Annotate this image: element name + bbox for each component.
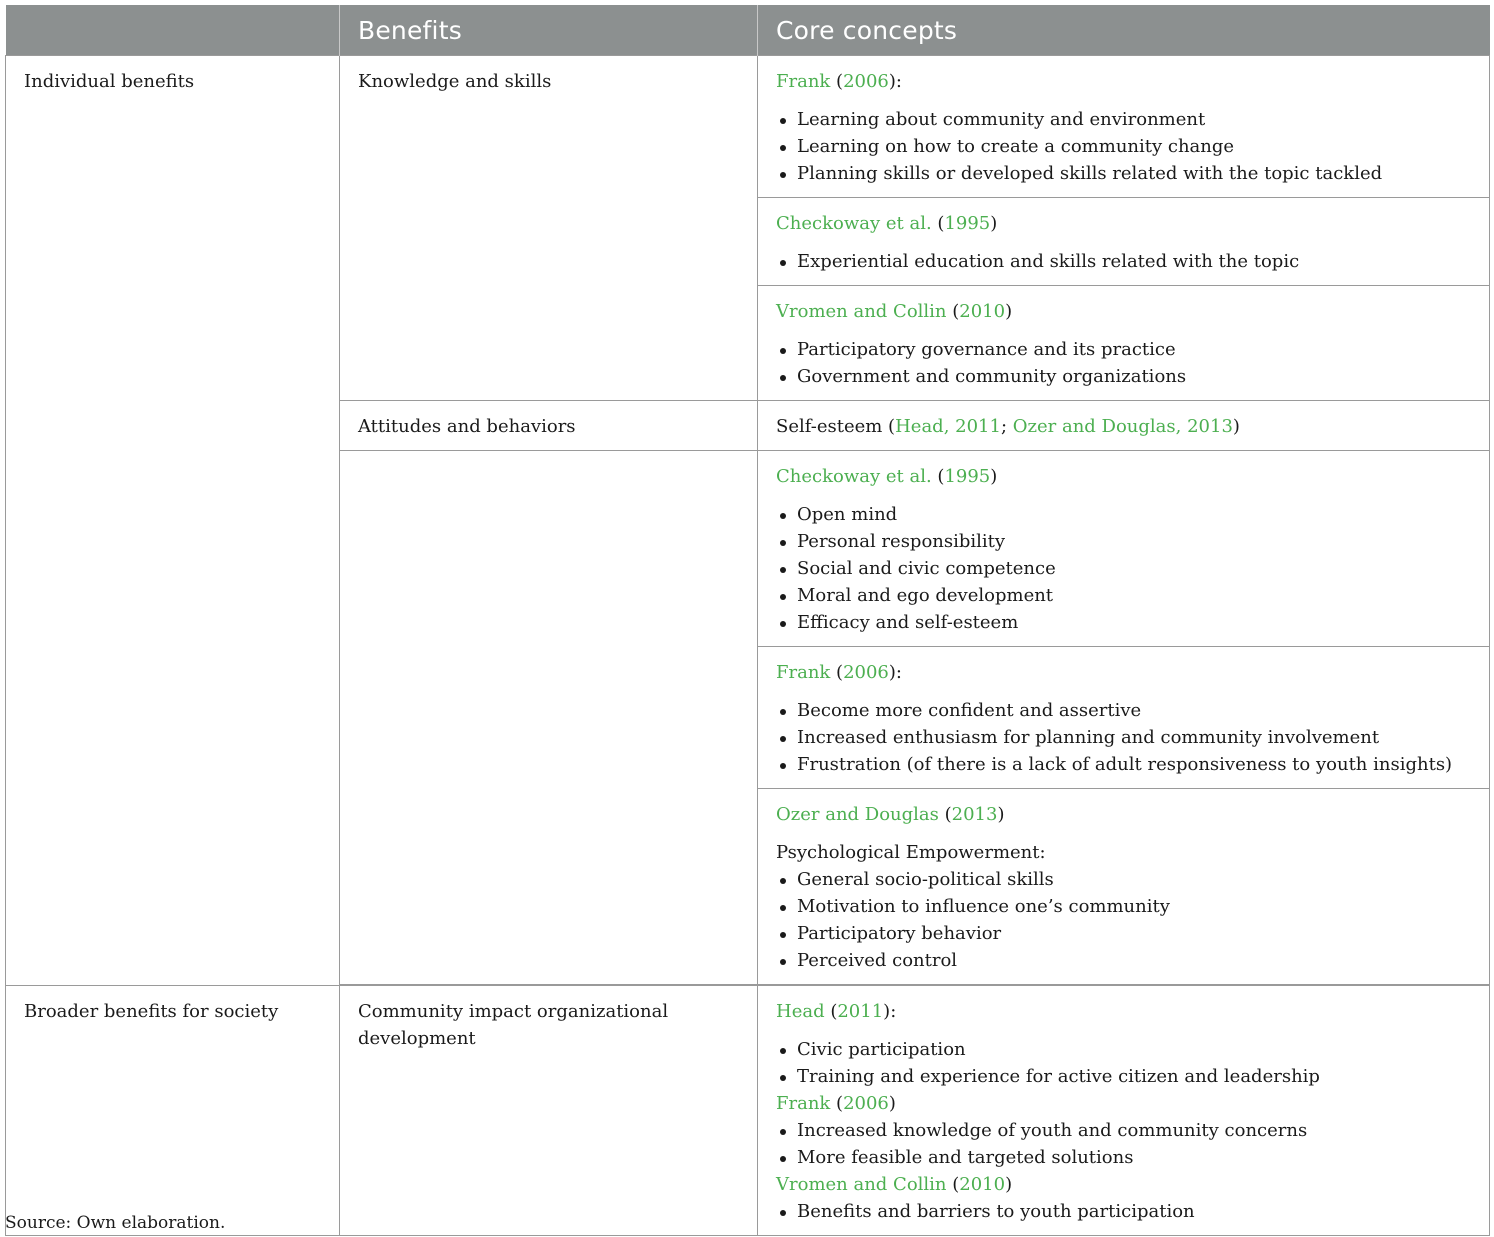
concept-cell: Checkoway et al. (1995) Open mind Personal responsibility Social and civic competence Moral and ego development Efficacy and self-esteem [758, 451, 1490, 647]
citation-year[interactable]: 2011 [837, 1001, 884, 1022]
citation-author[interactable]: Vromen and Collin [776, 1174, 947, 1195]
concept-cell: Vromen and Collin (2010) Participatory governance and its practice Government and community organizations [758, 286, 1490, 401]
citation-head-2011[interactable]: Head, 2011 [895, 416, 1001, 437]
benefits-table [5, 5, 1490, 1236]
bullet-item: Planning skills or developed skills related with the topic tackled [776, 160, 1471, 187]
citation-year[interactable]: 2006 [843, 71, 889, 92]
table-row [6, 986, 1490, 1236]
concept-cell: Self-esteem (Head, 2011; Ozer and Douglas, 2013) [758, 401, 1490, 451]
citation-year[interactable]: 1995 [944, 466, 991, 487]
bullet-item: More feasible and targeted solutions [776, 1144, 1471, 1171]
benefit-empty-cell [340, 451, 758, 985]
concept-list [776, 866, 1471, 974]
bullet-item: Moral and ego development [776, 582, 1471, 609]
bullet-item: General socio-political skills [776, 866, 1471, 893]
bullet-item: Learning about community and environment [776, 106, 1471, 133]
concept-cell: Head (2011): Civic participation Training and experience for active citizen and leadership Frank (2006) Increased knowledge of youth and community concerns More feasible and targeted solutions Vromen and Collin (2010) Benefits and barriers to youth participation [758, 986, 1490, 1236]
citation-year[interactable]: 2010 [959, 1174, 1006, 1195]
concept-list [776, 697, 1471, 778]
psychological-empowerment-heading: Psychological Empowerment: [776, 842, 1046, 863]
bullet-item: Participatory behavior [776, 920, 1471, 947]
benefit-community-impact: Community impact organizational development [340, 986, 758, 1236]
concept-cell: Ozer and Douglas (2013) Psychological Empowerment: General socio-political skills Motivation to influence one’s community Participatory behavior Perceived control [758, 789, 1490, 985]
citation-ozer-douglas-2013[interactable]: Ozer and Douglas, 2013 [1012, 416, 1233, 437]
benefits-table-container [5, 5, 1489, 1236]
concept-list [776, 1117, 1471, 1171]
bullet-item: Personal responsibility [776, 528, 1471, 555]
bullet-item: Become more confident and assertive [776, 697, 1471, 724]
bullet-item: Participatory governance and its practice [776, 336, 1471, 363]
bullet-item: Experiential education and skills related with the topic [776, 248, 1471, 275]
concept-list [776, 336, 1471, 390]
bullet-item: Perceived control [776, 947, 1471, 974]
table-row [6, 56, 1490, 198]
concept-list [776, 248, 1471, 275]
header-core-concepts: Core concepts [758, 5, 1490, 56]
citation-year[interactable]: 2010 [959, 301, 1006, 322]
bullet-item: Government and community organizations [776, 363, 1471, 390]
header-benefits: Benefits [340, 5, 758, 56]
bullet-item: Frustration (of there is a lack of adult responsiveness to youth insights) [776, 751, 1471, 778]
concept-list [776, 106, 1471, 187]
row-label-individual: Individual benefits [6, 56, 340, 986]
bullet-item: Increased enthusiasm for planning and community involvement [776, 724, 1471, 751]
bullet-item: Training and experience for active citizen and leadership [776, 1063, 1471, 1090]
header-row [6, 5, 1490, 56]
bullet-item: Efficacy and self-esteem [776, 609, 1471, 636]
citation-year[interactable]: 1995 [944, 213, 991, 234]
citation-year[interactable]: 2013 [951, 804, 998, 825]
citation-author[interactable]: Head [776, 1001, 825, 1022]
bullet-item: Benefits and barriers to youth participation [776, 1198, 1471, 1225]
bullet-item: Open mind [776, 501, 1471, 528]
concept-list [776, 1198, 1471, 1225]
concept-cell: Frank (2006): Learning about community and environment Learning on how to create a community change Planning skills or developed skills related with the topic tackled [758, 56, 1490, 198]
citation-author[interactable]: Checkoway et al. [776, 213, 932, 234]
citation-author[interactable]: Ozer and Douglas [776, 804, 939, 825]
citation-author[interactable]: Vromen and Collin [776, 301, 947, 322]
citation-year[interactable]: 2006 [843, 1093, 889, 1114]
concept-list [776, 1036, 1471, 1090]
concept-cell: Frank (2006): Become more confident and assertive Increased enthusiasm for planning and community involvement Frustration (of there is a lack of adult responsiveness to youth insights) [758, 647, 1490, 789]
benefit-knowledge-skills: Knowledge and skills [340, 56, 758, 401]
bullet-item: Social and civic competence [776, 555, 1471, 582]
bullet-item: Motivation to influence one’s community [776, 893, 1471, 920]
source-note: Source: Own elaboration. [5, 1213, 226, 1233]
header-col1 [6, 5, 340, 56]
concept-cell: Checkoway et al. (1995) Experiential education and skills related with the topic [758, 198, 1490, 286]
concept-list [776, 501, 1471, 636]
citation-author[interactable]: Frank [776, 1093, 831, 1114]
benefit-attitudes-behaviors: Attitudes and behaviors [340, 401, 758, 451]
row-label-society: Broader benefits for society [6, 986, 340, 1236]
bullet-item: Increased knowledge of youth and community concerns [776, 1117, 1471, 1144]
citation-author[interactable]: Frank [776, 662, 831, 683]
citation-author[interactable]: Frank [776, 71, 831, 92]
citation-author[interactable]: Checkoway et al. [776, 466, 932, 487]
bullet-item: Learning on how to create a community change [776, 133, 1471, 160]
bullet-item: Civic participation [776, 1036, 1471, 1063]
citation-year[interactable]: 2006 [843, 662, 889, 683]
